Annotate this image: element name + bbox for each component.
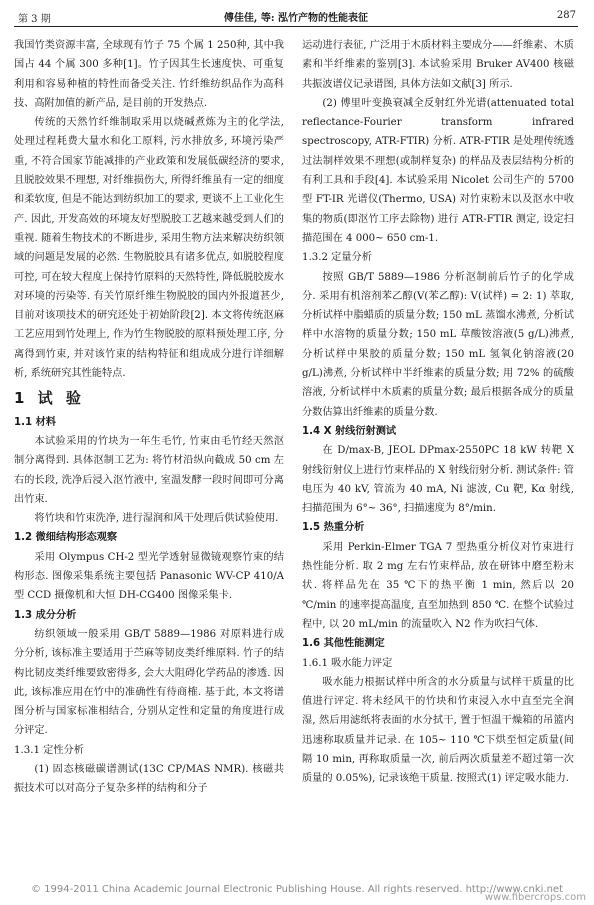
subsection-heading: 1.4 X 射线衍射测试 <box>302 425 397 437</box>
body-paragraph: 吸水能力根据试样中所含的水分质量与试样干质量的比值进行评定. 将未经风干的竹块和竹束浸入水中直至完全润湿, 然后用滤纸将表面的水分拭干, 置于恒温干燥箱的吊篮内迅速称取质量并记录. 在 105~ 110 ℃下烘至恒定质量(间隔 10 min, 再称取质量一次, 前后两次质量差不超过第一次质量的 0.05%), 记录该绝干质量. 按照式(1) 评定吸水能力. <box>302 676 574 785</box>
body-paragraph: (2) 傅里叶变换衰减全反射红外光谱(attenuated total reflectance-Fourier transform infrared spectroscopy, ATR-FTIR) 分析. ATR-FTIR 是处理传统透过法制样效果不理想(或制样复杂) 的样品及表层结构分析的有利工具和手段[4]. 本试验采用 Nicolet 公司生产的 5700 型 FT-IR 光谱仪(Thermo, USA) 对竹束粉末以及沤水中收集的物质(即沤竹工序去除物) 进行 ATR-FTIR 测定, 设定扫描范围在 4 000~ 650 cm-1. <box>302 97 575 244</box>
left-column <box>14 36 284 799</box>
running-header <box>14 4 578 27</box>
body-paragraph: 按照 GB/T 5889—1986 分析沤制前后竹子的化学成分. 采用有机溶剂苯乙醇(V(苯乙醇): V(试样) = 2: 1) 萃取, 分析试样中脂蜡质的质量分数; 150 mL 蒸馏水沸煮, 分析试样中水溶物的质量分数; 150 mL 草酸铵溶液(5 g/L)沸煮, 分析试样中果胶的质量分数; 150 mL 氢氧化钠溶液(20 g/L)沸煮, 分析试样中半纤维素的质量分数; 用 72% 的硫酸溶液, 分析试样中木质素的质量分数; 最后根据各成分的质量分数估算出纤维素的质量分数. <box>302 271 574 418</box>
subsection-heading: 1.3 成分分析 <box>14 609 77 621</box>
subsection-heading: 1.5 热重分析 <box>302 522 365 534</box>
subsubsection-heading: 1.3.2 定量分析 <box>302 252 372 264</box>
subsubsection-heading: 1.3.1 定性分析 <box>14 744 84 756</box>
body-paragraph: (1) 固态核磁碳谱测试(13C CP/MAS NMR). 核磁共振技术可以对高分子复杂多样的结构和分子 <box>14 763 284 795</box>
body-paragraph: 我国竹类资源丰富, 全球现有竹子 75 个属 1 250种, 其中我国占 44 个属 300 多种[1]。竹子因其生长速度快、可重复利用和容易种植的特性而备受关注. 竹纤维纺织品作为高科技、高附加值的新产品, 是目前的开发热点. <box>14 40 284 109</box>
running-title: 傅佳佳, 等: 泓竹产物的性能表征 <box>223 13 369 24</box>
page-number: 287 <box>556 10 576 21</box>
body-paragraph: 本试验采用的竹块为一年生毛竹, 竹束由毛竹经天然沤制分离得到. 具体沤制工艺为: 将竹材沿纵向截成 50 cm 左右的长段, 洗净后浸入沤竹液中, 室温发酵一段时间即可分离出竹束. <box>14 435 284 505</box>
subsubsection-heading: 1.6.1 吸水能力评定 <box>302 657 393 669</box>
body-paragraph: 运动进行表征, 广泛用于木质材料主要成分——纤维素、木质素和半纤维素的鉴别[3]. 本试验采用 Bruker AV400 核磁共振波谱仪记录谱图, 具体方法如文献[3] 所示. <box>302 40 574 90</box>
site-watermark: www.fibercrops.com <box>484 892 586 903</box>
body-paragraph: 传统的天然竹纤维制取采用以烧碱煮炼为主的化学法, 处理过程耗费大量水和化工原料, 污水排放多, 环境污染严重, 不符合国家节能减排的产业政策和发展低碳经济的要求, 且脱胶效果不理想, 对纤维损伤大, 所得纤维虽有一定的细度和柔软度, 但是不能达到纺织加工的要求, 更谈不上工业化生产. 因此, 开发高效的环境友好型脱胶工艺越来越受到人们的重视. 随着生物技术的不断进步, 采用生物方法来解决纺织领域的问题是发展的必然. 生物脱胶具有诸多优点, 如脱胶程度可控, 可在较大程度上保持竹原料的天然特性, 降低脱胶废水对环境的污染等. 有关竹原纤维生物脱胶的国内外报道甚少, 目前对该项技术的研究还处于初始阶段[2]. 本文将传统沤麻工艺应用到竹处理上, 作为竹生物脱胶的原料预处理工序, 分离得到竹束, 并对该竹束的结构特征和组成成分进行详细解析, 系统研究其性能特点. <box>14 117 284 380</box>
subsection-heading: 1.6 其他性能测定 <box>302 638 385 650</box>
section-heading: 1 试 验 <box>14 389 85 408</box>
issue-label: 第 3 期 <box>18 14 51 25</box>
body-paragraph: 将竹块和竹束洗净, 进行湿润和风干处理后供试验使用. <box>34 513 279 525</box>
copyright-footer: © 1994-2011 China Academic Journal Electronic Publishing House. All rights reserved. http://www.cnki.net <box>31 884 563 895</box>
subsection-heading: 1.1 材料 <box>14 416 56 428</box>
body-paragraph: 在 D/max-B, JEOL DPmax-2550PC 18 kW 转靶 X 射线衍射仪上进行竹束样品的 X 射线衍射分析. 测试条件: 管电压为 40 kV, 管流为 40 mA, Ni 滤波, Cu 靶, Kα 射线, 扫描范围为 6°~ 36°, 扫描速度为 8°/min. <box>302 445 574 515</box>
body-paragraph: 采用 Olympus CH-2 型光学透射显微镜观察竹束的结构形态. 图像采集系统主要包括 Panasonic WV-CP 410/A 型 CCD 摄像机和大恒 DH-CG400 图像采集卡. <box>14 551 284 602</box>
body-paragraph: 纺织领域一般采用 GB/T 5889—1986 对原料进行成分分析, 该标准主要适用于苎麻等韧皮类纤维原料. 竹子的结构比韧皮类纤维要致密得多, 会大大阻碍化学药品的渗透. 因此, 该标准应用在竹中的准确性有待商榷. 基于此, 本文将谱图分析与国家标准相结合, 分别从定性和定量的角度进行成分评定. <box>14 628 284 737</box>
subsection-heading: 1.2 微细结构形态观察 <box>14 532 118 544</box>
right-column <box>302 36 574 789</box>
body-paragraph: 采用 Perkin-Elmer TGA 7 型热重分析仪对竹束进行热性能分析. 取 2 mg 左右竹束样品, 放在研钵中磨至粉末状. 将样品先在 35 ℃下的热平衡 1 min, 然后以 20 ℃/min 的速率提高温度, 直至加热到 850 ℃. 在整个试验过程中, 以 20 mL/min 的流量吹入 N2 作为吹扫气体. <box>302 541 574 630</box>
